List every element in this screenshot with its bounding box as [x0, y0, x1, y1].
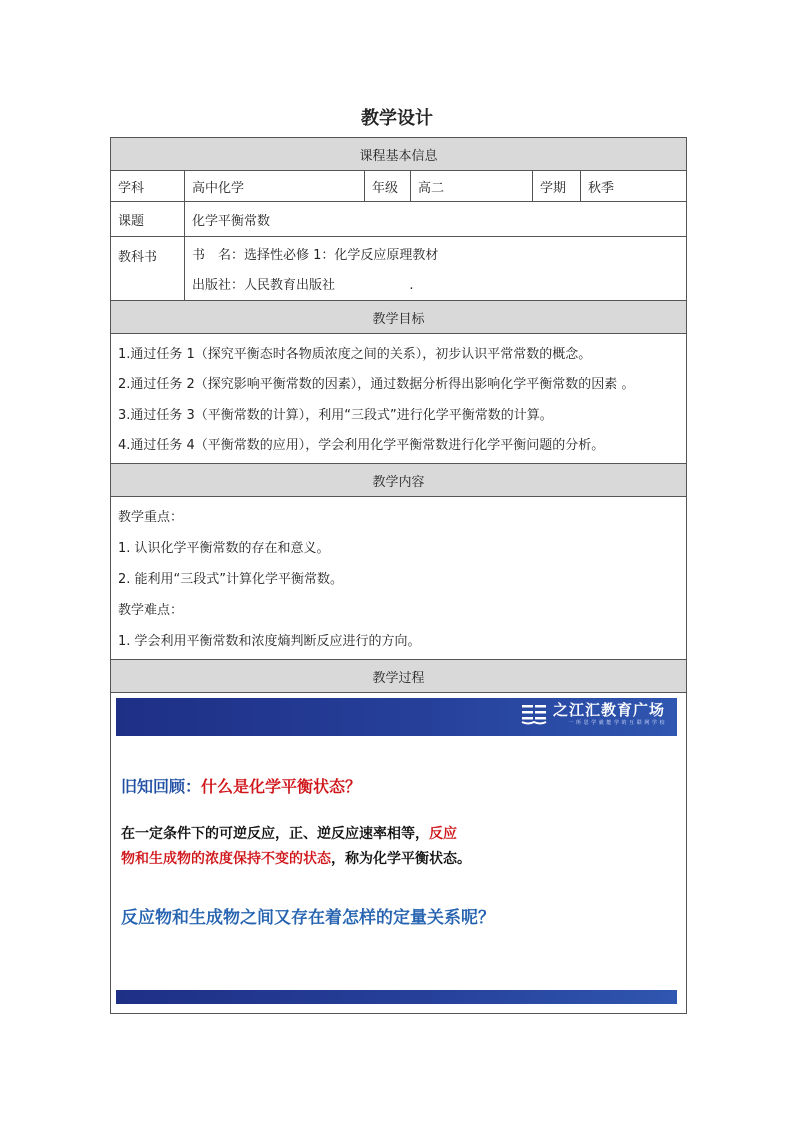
guiding-question: 反应物和生成物之间又存在着怎样的定量关系呢？	[121, 908, 495, 928]
subject-label: 学科	[111, 171, 185, 201]
term-label: 学期	[533, 171, 581, 201]
content-header: 教学内容	[111, 464, 686, 497]
key-points-title: 教学重点：	[118, 510, 184, 525]
answer-highlight: 物和生成物的浓度保持不变的状态	[121, 851, 331, 867]
logo-text: 之江汇教育广场	[552, 701, 665, 719]
process-slide-area	[111, 693, 686, 1013]
difficult-point-item: 1. 学会利用平衡常数和浓度熵判断反应进行的方向。	[118, 634, 421, 649]
topic-value: 化学平衡常数	[192, 213, 271, 229]
answer-part: 在一定条件下的可逆反应，正、逆反应速率相等，	[121, 826, 429, 842]
textbook-label: 教科书	[111, 237, 185, 300]
basic-info-header: 课程基本信息	[111, 138, 686, 171]
review-line	[121, 774, 361, 797]
textbook-row	[111, 237, 686, 301]
grade-value: 高二	[411, 171, 533, 201]
brand-logo	[521, 701, 665, 727]
lesson-slide	[116, 698, 677, 1008]
review-label: 旧知回顾：	[121, 777, 202, 796]
textbook-value	[185, 237, 686, 300]
review-question: 什么是化学平衡状态？	[201, 777, 362, 796]
slide-banner	[116, 698, 677, 736]
objective-item: 2.通过任务 2（探究影响平衡常数的因素），通过数据分析得出影响化学平衡常数的因素 。	[118, 377, 635, 393]
process-header: 教学过程	[111, 660, 686, 693]
answer-highlight: 反应	[429, 826, 457, 842]
objective-item: 3.通过任务 3（平衡常数的计算），利用“三段式”进行化学平衡常数的计算。	[118, 407, 553, 423]
textbook-book: 书 名：选择性必修 1：化学反应原理教材	[192, 248, 439, 263]
answer-part: ，称为化学平衡状态。	[331, 851, 471, 867]
term-value: 秋季	[588, 180, 615, 196]
objectives-header: 教学目标	[111, 301, 686, 334]
subject-row	[111, 171, 686, 202]
content-block	[111, 497, 686, 660]
key-point-item: 2. 能利用“三段式”计算化学平衡常数。	[118, 572, 344, 587]
topic-label: 课题	[111, 202, 185, 236]
answer-text	[121, 822, 471, 872]
grade-label: 年级	[365, 171, 411, 201]
objectives-block	[111, 334, 686, 464]
objective-item: 4.通过任务 4（平衡常数的应用），学会利用化学平衡常数进行化学平衡问题的分析。	[118, 438, 605, 454]
textbook-publisher: 出版社：人民教育出版社 .	[192, 278, 414, 293]
objective-item: 1.通过任务 1（探究平衡态时各物质浓度之间的关系），初步认识平常常数的概念。	[118, 346, 592, 362]
difficult-points-title: 教学难点：	[118, 603, 184, 618]
key-point-item: 1. 认识化学平衡常数的存在和意义。	[118, 541, 330, 556]
subject-value: 高中化学	[185, 171, 365, 201]
document-title: 教学设计	[361, 108, 433, 129]
logo-tagline: 一 所 思 学 就 能 学 的 互 联 网 学 校	[568, 720, 665, 726]
topic-row	[111, 202, 686, 237]
slide-footer-bar	[116, 990, 677, 1004]
lesson-table	[110, 137, 687, 1014]
book-logo-icon	[521, 702, 547, 726]
